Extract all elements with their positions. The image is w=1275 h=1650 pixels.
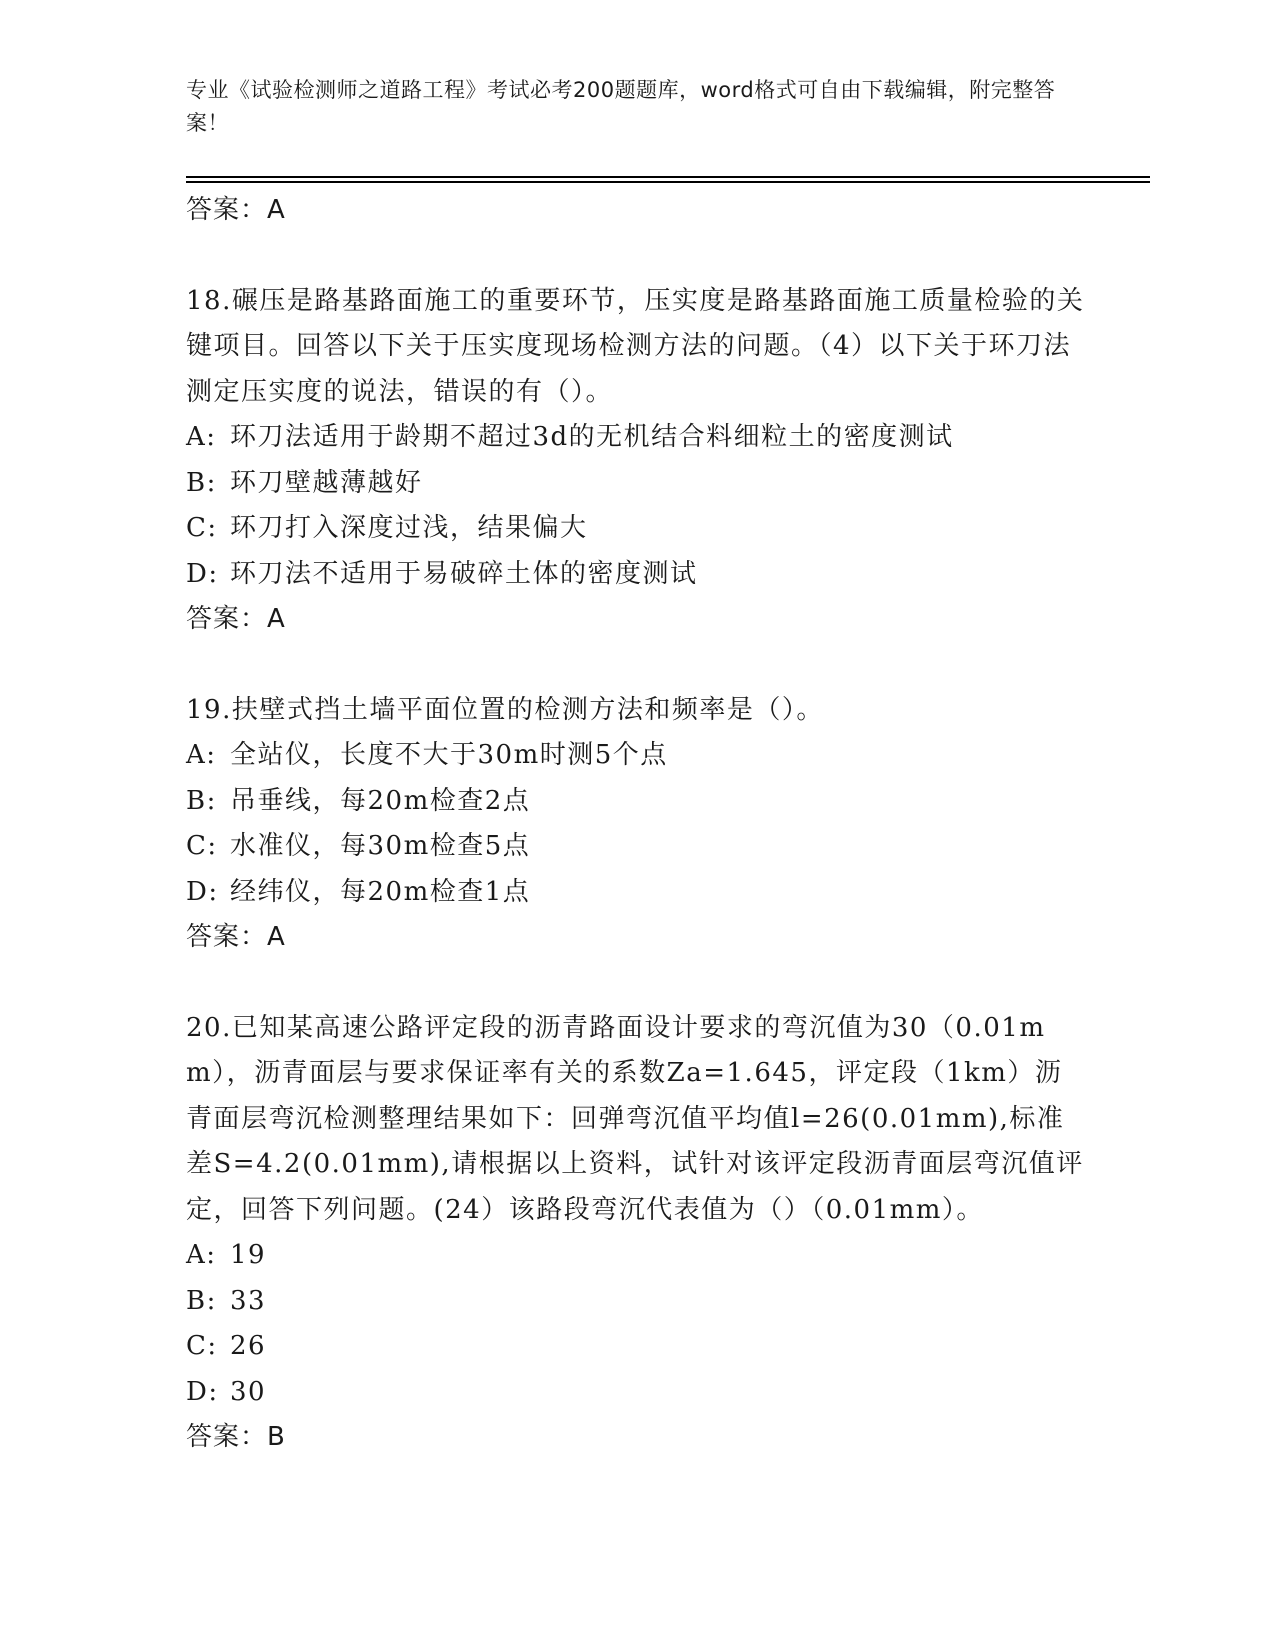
answer-value: A	[267, 604, 286, 634]
header-rule-bottom	[186, 181, 1150, 183]
option-text: 环刀法不适用于易破碎土体的密度测试	[230, 558, 698, 589]
option-key: B:	[186, 467, 217, 498]
question-stem: 19.扶壁式挡土墙平面位置的检测方法和频率是（）。	[186, 694, 824, 725]
question-20	[186, 1006, 1086, 1461]
answer-line	[186, 188, 1086, 234]
answer-line	[186, 1415, 1086, 1461]
option-text: 19	[230, 1240, 267, 1270]
answer-label: 答案：	[186, 1422, 268, 1452]
option-c	[186, 506, 1086, 552]
answer-line	[186, 915, 1086, 961]
option-key: D:	[186, 558, 219, 589]
option-d	[186, 552, 1086, 598]
answer-value: A	[267, 922, 286, 952]
option-a	[186, 1233, 1086, 1279]
option-key: A:	[186, 740, 217, 770]
option-text: 26	[230, 1331, 267, 1361]
option-key: D:	[186, 1376, 219, 1407]
option-text: 全站仪，长度不大于30m时测5个点	[230, 740, 668, 770]
option-b	[186, 779, 1086, 825]
option-a	[186, 415, 1086, 461]
answer-label: 答案：	[186, 604, 268, 634]
option-text: 30	[230, 1376, 267, 1407]
option-b	[186, 461, 1086, 507]
answer-label: 答案：	[186, 922, 268, 952]
option-d	[186, 870, 1086, 916]
answer-line	[186, 597, 1086, 643]
option-text: 环刀壁越薄越好	[230, 467, 423, 498]
option-text: 33	[230, 1285, 267, 1316]
question-list	[186, 188, 1086, 1461]
option-text: 经纬仪，每20m检查1点	[230, 876, 531, 907]
header-rule-top	[186, 176, 1150, 178]
option-c	[186, 824, 1086, 870]
option-a	[186, 733, 1086, 779]
option-key: D:	[186, 876, 219, 907]
option-text: 环刀打入深度过浅，结果偏大	[230, 513, 588, 543]
question-stem: 20.已知某高速公路评定段的沥青路面设计要求的弯沉值为30（0.01mm），沥青面层与要求保证率有关的系数Za=1.645，评定段（1km）沥青面层弯沉检测整理结果如下：回弹弯沉值平均值l=26(0.01mm),标准差S=4.2(0.01mm),请根据以上资料，试针对该评定段沥青面层弯沉值评定，回答下列问题。(24）该路段弯沉代表值为（）（0.01mm）。	[186, 1012, 1084, 1225]
answer-label: 答案：	[186, 195, 268, 225]
option-d	[186, 1370, 1086, 1416]
option-key: A:	[186, 1240, 217, 1270]
question-stem: 18.碾压是路基路面施工的重要环节，压实度是路基路面施工质量检验的关键项目。回答以下关于压实度现场检测方法的问题。（4）以下关于环刀法测定压实度的说法，错误的有（）。	[186, 285, 1085, 407]
option-key: A:	[186, 422, 217, 452]
option-key: B:	[186, 1285, 217, 1316]
option-text: 吊垂线，每20m检查2点	[230, 785, 531, 816]
answer-value: A	[267, 195, 286, 225]
option-key: C:	[186, 513, 218, 543]
answer-value: B	[267, 1422, 286, 1452]
question-19	[186, 688, 1086, 961]
option-key: C:	[186, 831, 218, 861]
option-text: 水准仪，每30m检查5点	[230, 831, 531, 861]
header-text: 专业《试验检测师之道路工程》考试必考200题题库，word格式可自由下载编辑，附完整答案！	[186, 78, 1056, 135]
option-text: 环刀法适用于龄期不超过3d的无机结合料细粒土的密度测试	[230, 422, 954, 452]
question-18	[186, 279, 1086, 643]
option-key: B:	[186, 785, 217, 816]
option-key: C:	[186, 1331, 218, 1361]
page-header	[186, 74, 1066, 140]
option-b	[186, 1279, 1086, 1325]
option-c	[186, 1324, 1086, 1370]
